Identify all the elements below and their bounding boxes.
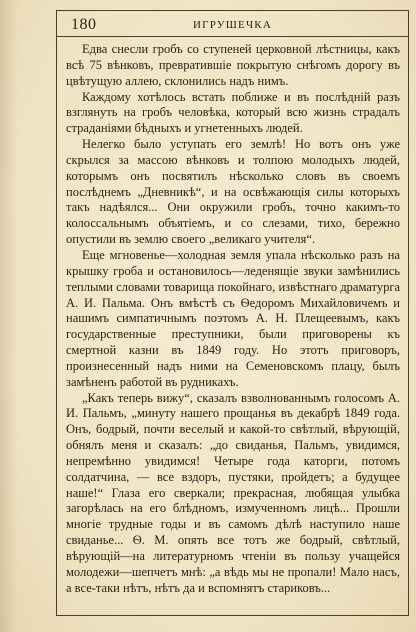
page-header: [57, 11, 408, 37]
paragraph: Нелегко было уступать его землѣ! Но вотъ онъ уже скрылся за массою вѣнковъ и толпою молодыхъ людей, которымъ онъ посвятилъ нѣсколько словъ въ своемъ послѣднемъ „Дневникѣ“, и на освѣжающія силы которыхъ такъ надѣялся... Они окружили гробъ, точно какимъ-то колоссальнымъ объятіемъ, и со слезами, тихо, бережно опустили въ землю своего „великаго учителя“.: [66, 137, 400, 247]
page-frame: [56, 10, 409, 616]
body-text: [66, 42, 400, 597]
paragraph: „Какъ теперь вижу“, сказалъ взволнованнымъ голосомъ А. И. Пальмъ, „минуту нашего прощанья въ декабрѣ 1849 года. Онъ, бодрый, почти веселый и какой-то свѣтлый, вѣрующій, обнялъ меня и сказалъ: „до свиданья, Пальмъ, увидимся, непремѣнно увидимся! Четыре года каторги, потомъ солдатчина, — все вздоръ, пустяки, пройдетъ; а будущее наше!“ Глаза его сверкали; прекрасная, любящая улыбка загорѣлась на его блѣдномъ, измученномъ лицѣ... Прошли многіе трудные годы и въ самомъ дѣлѣ наступило наше свиданье... Ѳ. М. опять все тотъ же бодрый, свѣтлый, вѣрующій—на литературномъ чтеніи въ пользу учащейся молодежи—шепчетъ мнѣ: „а вѣдь мы не пропали! Мало насъ, а все-таки нѣтъ, нѣтъ да и вспомнятъ стариковъ...: [66, 390, 400, 595]
page-number: 180: [71, 16, 97, 33]
paragraph: Едва снесли гробъ со ступеней церковной лѣстницы, какъ всѣ 75 вѣнковъ, превратившіе покрытую снѣгомъ дорогу въ цвѣтущую аллею, склонились надъ нимъ.: [66, 42, 400, 88]
running-title: ИГРУШЕЧКА: [193, 19, 272, 31]
paragraph: Еще мгновенье—холодная земля упала нѣсколько разъ на крышку гроба и остановилось—леденящіе звуки замѣнились теплыми словами товарища покойнаго, извѣстнаго драматурга А. И. Пальма. Онъ вмѣстѣ съ Ѳедоромъ Михайловичемъ и нашимъ симпатичнымъ поэтомъ А. Н. Плещеевымъ, какъ государственные преступники, были приговорены къ смертной казни въ 1849 году. Но этотъ приговоръ, произнесенный надъ ними на Семеновскомъ плацу, былъ замѣненъ работой въ рудникахъ.: [66, 247, 400, 389]
paragraph: Каждому хотѣлось встать поближе и въ послѣдній разъ взглянуть на гробъ человѣка, который всю жизнь страдалъ страданіями бѣдныхъ и угнетенныхъ людей.: [66, 89, 400, 136]
binding-shadow: [0, 0, 18, 632]
